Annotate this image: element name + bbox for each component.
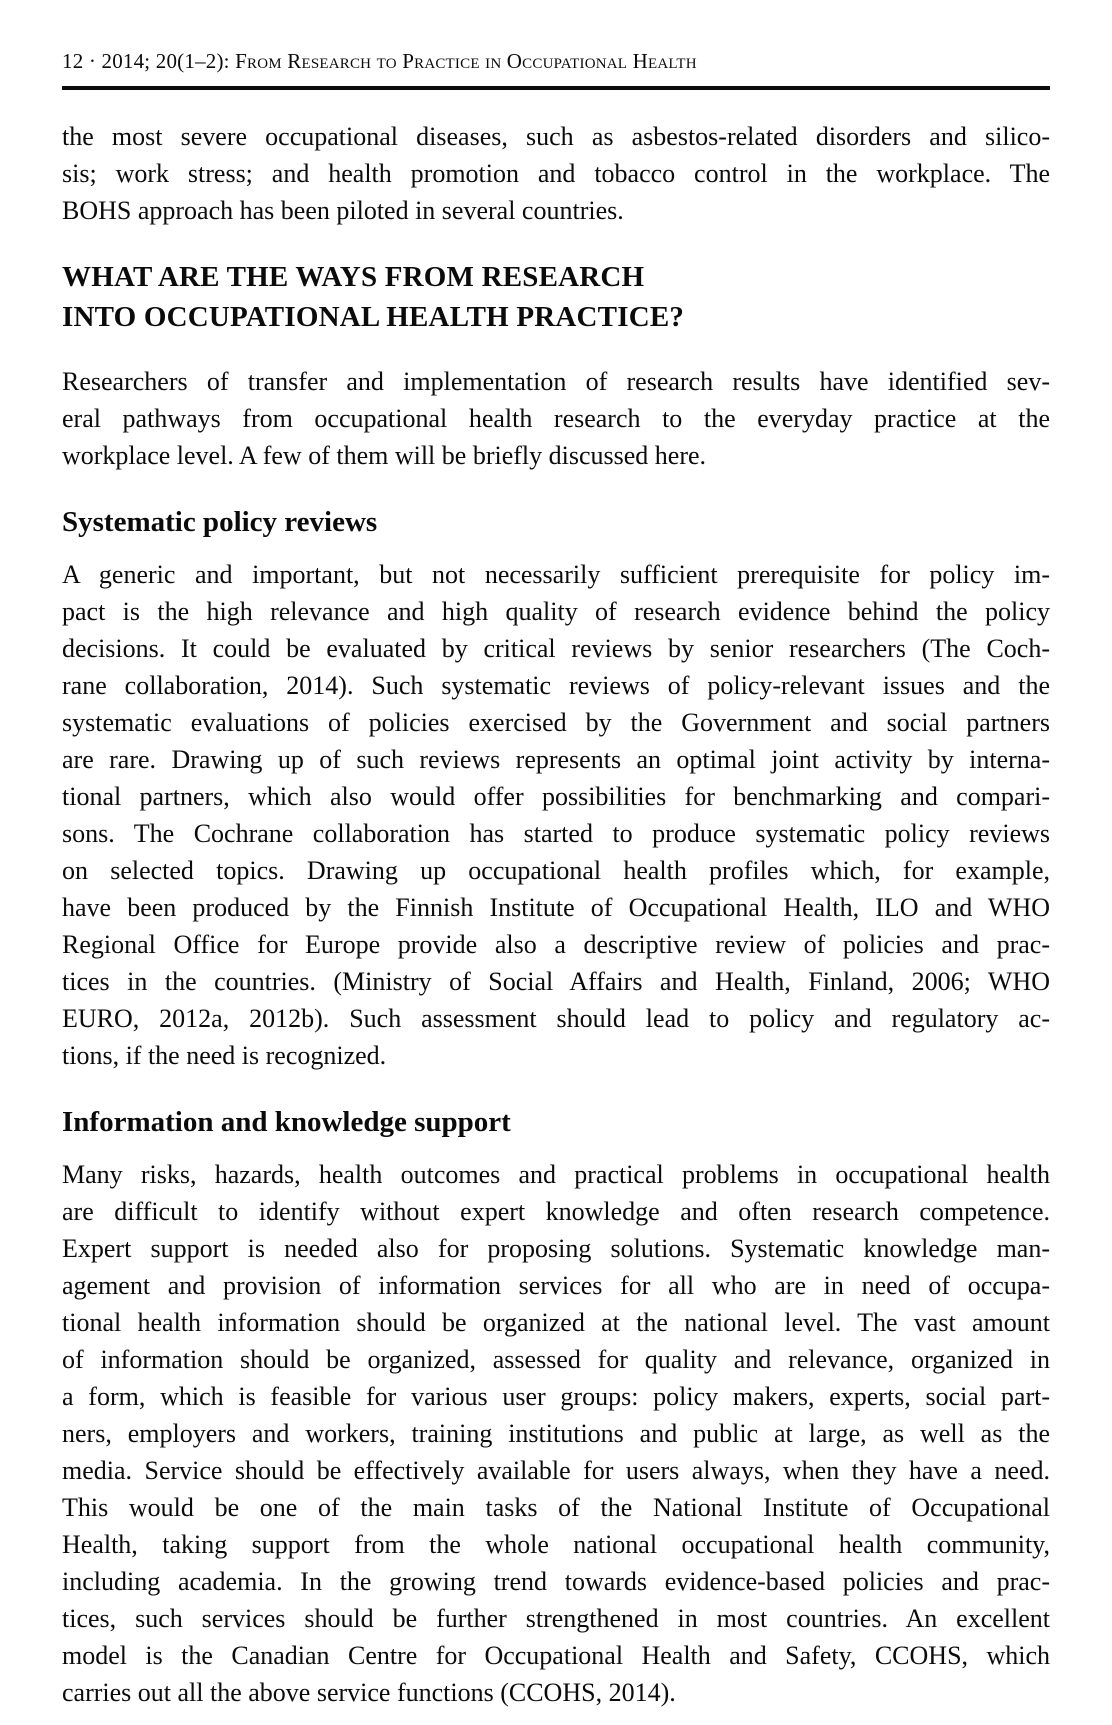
text-line: agement and provision of information services for all who are in need of occupa- xyxy=(62,1271,1050,1300)
text-line: sis; work stress; and health promotion and tobacco control in the workplace. The xyxy=(62,159,1050,188)
subsection-heading xyxy=(62,1102,1050,1142)
header-rule xyxy=(62,86,1050,90)
text-line: EURO, 2012a, 2012b). Such assessment should lead to policy and regulatory ac- xyxy=(62,1004,1050,1033)
text-line: media. Service should be effectively available for users always, when they have a need. xyxy=(62,1456,1050,1485)
text-line: Researchers of transfer and implementation of research results have identified sev- xyxy=(62,367,1050,396)
text-line: Information and knowledge support xyxy=(62,1106,511,1138)
text-line: are rare. Drawing up of such reviews represents an optimal joint activity by interna- xyxy=(62,745,1050,774)
text-line: eral pathways from occupational health research to the everyday practice at the xyxy=(62,404,1050,433)
section-heading xyxy=(62,257,1050,337)
text-line: the most severe occupational diseases, such as asbestos-related disorders and silico- xyxy=(62,122,1050,151)
paragraph xyxy=(62,556,1050,1074)
text-line: on selected topics. Drawing up occupational health profiles which, for example, xyxy=(62,856,1050,885)
text-line: Many risks, hazards, health outcomes and practical problems in occupational health xyxy=(62,1160,1050,1189)
text-line: tional partners, which also would offer possibilities for benchmarking and compari- xyxy=(62,782,1050,811)
paragraph xyxy=(62,1156,1050,1711)
page-body xyxy=(62,118,1050,1711)
text-line: a form, which is feasible for various user groups: policy makers, experts, social part- xyxy=(62,1382,1050,1411)
text-line: Health, taking support from the whole national occupational health community, xyxy=(62,1530,1050,1559)
text-line: Systematic policy reviews xyxy=(62,506,378,538)
text-line: systematic evaluations of policies exercised by the Government and social partners xyxy=(62,708,1050,737)
text-line: A generic and important, but not necessarily sufficient prerequisite for policy im- xyxy=(62,560,1050,589)
text-line: tices in the countries. (Ministry of Social Affairs and Health, Finland, 2006; WHO xyxy=(62,967,1050,996)
text-line: ners, employers and workers, training institutions and public at large, as well as the xyxy=(62,1419,1050,1448)
text-line: rane collaboration, 2014). Such systematic reviews of policy-relevant issues and the xyxy=(62,671,1050,700)
text-line: WHAT ARE THE WAYS FROM RESEARCH xyxy=(62,261,645,293)
text-line: workplace level. A few of them will be briefly discussed here. xyxy=(62,441,707,470)
text-line: Expert support is needed also for proposing solutions. Systematic knowledge man- xyxy=(62,1234,1050,1263)
text-line: tices, such services should be further strengthened in most countries. An excellent xyxy=(62,1604,1050,1633)
text-line: BOHS approach has been piloted in several countries. xyxy=(62,196,624,225)
text-line: tional health information should be organized at the national level. The vast amount xyxy=(62,1308,1050,1337)
running-head xyxy=(62,48,1050,74)
text-line: pact is the high relevance and high quality of research evidence behind the policy xyxy=(62,597,1050,626)
text-line: have been produced by the Finnish Institute of Occupational Health, ILO and WHO xyxy=(62,893,1050,922)
paragraph xyxy=(62,363,1050,474)
text-line: are difficult to identify without expert knowledge and often research competence. xyxy=(62,1197,1050,1226)
text-line: This would be one of the main tasks of the National Institute of Occupational xyxy=(62,1493,1050,1522)
text-line: decisions. It could be evaluated by critical reviews by senior researchers (The Coch- xyxy=(62,634,1050,663)
text-line: tions, if the need is recognized. xyxy=(62,1041,387,1070)
running-head-issue-info: 12 · 2014; 20(1–2): xyxy=(62,49,236,73)
text-line: sons. The Cochrane collaboration has started to produce systematic policy reviews xyxy=(62,819,1050,848)
text-line: including academia. In the growing trend towards evidence-based policies and prac- xyxy=(62,1567,1050,1596)
paragraph xyxy=(62,118,1050,229)
text-line: of information should be organized, assessed for quality and relevance, organized in xyxy=(62,1345,1050,1374)
subsection-heading xyxy=(62,502,1050,542)
running-head-title: From Research to Practice in Occupational Health xyxy=(235,49,697,73)
text-line: INTO OCCUPATIONAL HEALTH PRACTICE? xyxy=(62,301,685,333)
text-line: carries out all the above service functions (CCOHS, 2014). xyxy=(62,1678,676,1707)
text-line: model is the Canadian Centre for Occupational Health and Safety, CCOHS, which xyxy=(62,1641,1050,1670)
text-line: Regional Office for Europe provide also a descriptive review of policies and prac- xyxy=(62,930,1050,959)
